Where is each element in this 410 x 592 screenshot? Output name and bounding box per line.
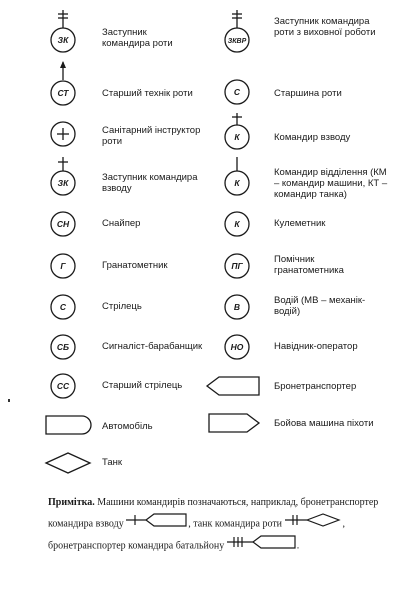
label-deputy-company-commander: Заступник командира роти [102,27,173,49]
grenadier-symbol [44,252,84,287]
gunner-operator-symbol [218,333,258,368]
assistant-grenadier-symbol [218,252,258,287]
label-apc: Бронетранспортер [274,381,357,392]
senior-technician-symbol [44,58,84,113]
deputy-platoon-commander-symbol [44,155,84,210]
label-gunner-operator: Навідник-оператор [274,341,358,352]
label-deputy-platoon-commander: Заступник командира взводу [102,172,198,194]
note-text-1: Машини командирів позначаються, наприклад, бронетранспортер командира взводу [48,497,379,530]
label-car: Автомобіль [102,421,153,432]
svg-text:К: К [234,219,240,229]
driver-symbol [218,293,258,328]
signaller-drummer-symbol [44,333,84,368]
car-symbol [44,413,94,442]
label-assistant-grenadier: Помічник гранатометника [274,254,344,276]
machine-gunner-symbol [218,210,258,245]
note-text-4: . [296,540,300,552]
label-tank: Танк [102,457,123,468]
note-text-2: , танк командира роти [188,518,283,530]
svg-text:СН: СН [56,219,70,229]
label-driver: Водій (МВ – механік-водій) [274,295,366,317]
label-company-sergeant: Старшина роти [274,88,342,99]
svg-text:СТ: СТ [57,88,69,98]
svg-text:ЗКВР: ЗКВР [227,38,247,45]
svg-text:СС: СС [56,381,70,391]
svg-text:ПГ: ПГ [231,261,243,271]
label-senior-rifleman: Старший стрілець [102,380,183,391]
label-machine-gunner: Кулеметник [274,218,326,229]
label-deputy-commander-education: Заступник командира роти з виховної роботи [274,16,376,38]
note-paragraph [48,492,388,557]
svg-text:ЗК: ЗК [57,178,69,188]
note-title: Примітка. [48,497,95,508]
label-grenadier: Гранатометник [102,260,168,271]
label-sniper: Снайпер [102,218,141,229]
svg-text:С: С [233,87,241,97]
senior-rifleman-symbol [44,372,84,407]
ifv-symbol [205,411,265,440]
svg-text:К: К [234,132,240,142]
stray-mark [8,399,10,402]
company-sergeant-symbol [218,78,258,113]
company-commander-tank-icon [285,513,343,535]
svg-text:Г: Г [60,261,66,271]
svg-text:НО: НО [230,342,244,352]
squad-commander-symbol [218,155,258,210]
svg-text:В: В [233,302,241,312]
svg-text:К: К [234,178,240,188]
note-text-3: , бронетранспортер командира батальйону [48,518,346,552]
svg-text:С: С [59,302,67,312]
sniper-symbol [44,210,84,245]
label-squad-commander: Командир відділення (КМ – командир машини, КТ – командир танка) [274,167,388,200]
label-signaller-drummer: Сигналіст-барабанщик [102,341,203,352]
label-platoon-commander: Командир взводу [274,132,351,143]
tank-symbol [44,451,94,480]
label-rifleman: Стрілець [102,301,142,312]
label-senior-technician: Старший технік роти [102,88,193,99]
platoon-commander-apc-icon [126,513,188,535]
label-medic-instructor: Санітарний інструктор роти [102,125,201,147]
deputy-company-commander-symbol [44,8,84,63]
battalion-commander-apc-icon [227,535,297,557]
apc-symbol [205,374,265,403]
svg-text:ЗК: ЗК [57,35,69,45]
rifleman-symbol [44,293,84,328]
svg-text:СБ: СБ [56,342,70,352]
deputy-commander-education-symbol [218,8,258,63]
label-ifv: Бойова машина піхоти [274,418,374,429]
